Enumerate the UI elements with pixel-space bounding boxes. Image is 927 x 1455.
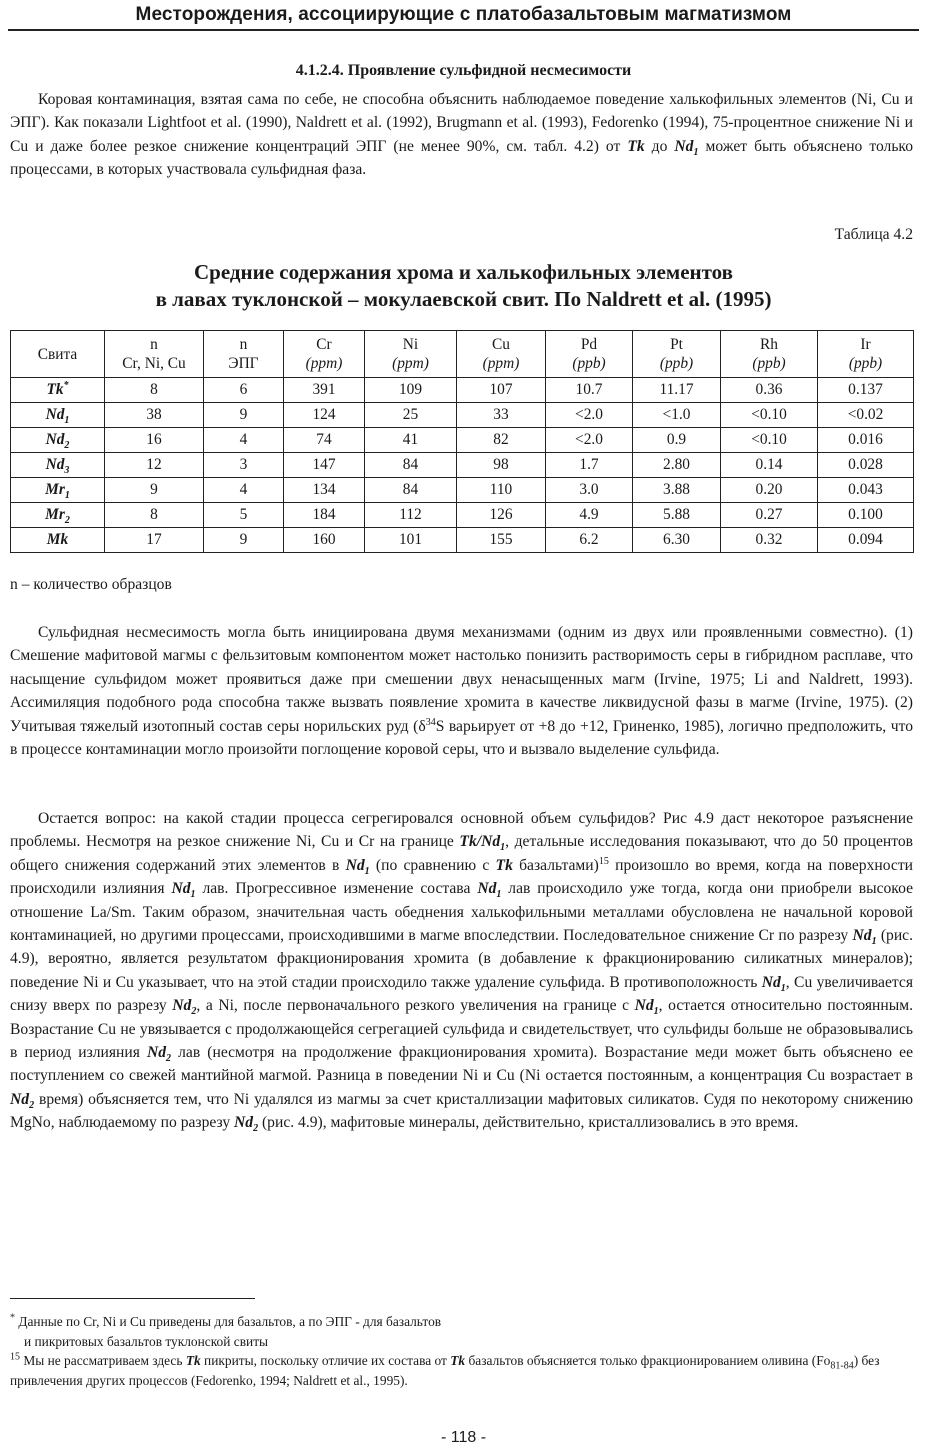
table-row — [11, 403, 914, 428]
cell-cu: 110 — [457, 478, 546, 503]
header-ni: Ni (ppm) — [365, 331, 457, 378]
table-body — [11, 378, 914, 553]
footnote-2: $^{15}$ Мы не рассматриваем здесь Tk пикриты, поскольку отличие их состава от Tk базальтов объясняется только фракционированием оливина $(Fo_{81-84})$ без привлечения других процессов (Fedorenko, 1994; Naldrett et al., 1995). — [10, 1351, 880, 1388]
cell-n-cr-ni-cu: 9 — [105, 478, 204, 503]
cell-suite: $Mr_2$ — [11, 503, 105, 528]
cell-pt: 2.80 — [633, 453, 721, 478]
cell-pd: 4.9 — [546, 503, 633, 528]
cell-n-cr-ni-cu: 8 — [105, 378, 204, 403]
cell-ni: 101 — [365, 528, 457, 553]
header-pt: Pt (ppb) — [633, 331, 721, 378]
cell-pt: 6.30 — [633, 528, 721, 553]
header-rule — [8, 29, 919, 31]
table-label: Таблица 4.2 — [834, 226, 913, 243]
cell-n-epg: 6 — [204, 378, 284, 403]
cell-n-epg: 9 — [204, 403, 284, 428]
cell-pd: 6.2 — [546, 528, 633, 553]
cell-pd: <2.0 — [546, 428, 633, 453]
footnote-1: * Данные по Cr, Ni и Cu приведены для базальтов, а по ЭПГ - для базальтов и пикритовых базальтов туклонской свиты — [10, 1312, 442, 1349]
cell-cr: 134 — [284, 478, 365, 503]
cell-cu: 126 — [457, 503, 546, 528]
cell-pt: 11.17 — [633, 378, 721, 403]
cell-cr: 124 — [284, 403, 365, 428]
cell-pd: 1.7 — [546, 453, 633, 478]
cell-cr: 74 — [284, 428, 365, 453]
header-n-cr-ni-cu: n Cr, Ni, Cu — [105, 331, 204, 378]
cell-cr: 184 — [284, 503, 365, 528]
cell-rh: <0.10 — [721, 428, 818, 453]
cell-ni: 84 — [365, 478, 457, 503]
header-cr: Cr (ppm) — [284, 331, 365, 378]
cell-suite: $Mr_1$ — [11, 478, 105, 503]
cell-ir: 0.100 — [818, 503, 914, 528]
cell-rh: 0.20 — [721, 478, 818, 503]
cell-n-cr-ni-cu: 12 — [105, 453, 204, 478]
paragraph-1: Коровая контаминация, взятая сама по себе, не способна объяснить наблюдаемое поведение халькофильных элементов (Ni, Cu и ЭПГ). Как показали Lightfoot et al. (1990), Naldrett et al. (1992), Brugmann et al. (1993), Fedorenko (1994), 75-процентное снижение Ni и Cu и даже более резкое снижение концентраций ЭПГ (не менее 90%, см. табл. 4.2) от Tk до $Nd_1$ может быть объяснено только процессами, в которых участвовала сульфидная фаза. — [10, 91, 914, 179]
cell-ni: 41 — [365, 428, 457, 453]
cell-n-cr-ni-cu: 17 — [105, 528, 204, 553]
cell-pt: <1.0 — [633, 403, 721, 428]
cell-n-epg: 3 — [204, 453, 284, 478]
cell-pd: 10.7 — [546, 378, 633, 403]
paragraph-2: Сульфидная несмесимость могла быть инициирована двумя механизмами (одним из двух или проявленными совместно). (1) Смешение мафитовой магмы с фельзитовым компонентом может настолько понизить растворимость серы в гибридном расплаве, что насыщение сульфидом может проявиться даже при смешении двух ненасыщенных магм (Irvine, 1975; Li and Naldrett, 1993). Ассимиляция подобного рода способна также вызвать появление хромита в качестве ликвидусной фазы в магме (Irvine, 1975). (2) Учитывая тяжелый изотопный состав серы норильских руд ($\delta^{34}S$ варьирует от +8 до +12, Гриненко, 1985), логично предположить, что в процессе контаминации могло произойти поглощение коровой серы, что и вызвало выделение сульфида. — [10, 624, 913, 759]
table-row — [11, 428, 914, 453]
cell-cu: 98 — [457, 453, 546, 478]
cell-cu: 82 — [457, 428, 546, 453]
cell-ni: 25 — [365, 403, 457, 428]
paragraph-3: Остается вопрос: на какой стадии процесса сегрегировался основной объем сульфидов? Рис 4.9 даст некоторое разъяснение проблемы. Несмотря на резкое снижение Ni, Cu и Cr на границе $Tk/Nd_1$, детальные исследования показывают, что до 50 процентов общего снижения содержаний этих элементов в $Nd_1$ (по сравнению с Tk базальтами)$^{15}$ произошло во время, когда на поверхности происходили излияния $Nd_1$ лав. Прогрессивное изменение состава $Nd_1$ лав происходило уже тогда, когда они приобрели высокое отношение La/Sm. Таким образом, значительная часть обеднения халькофильными металлами обусловлена не начальной коровой контаминацией, но другими процессами, происходившими в магме впоследствии. Последовательное снижение Cr по разрезу $Nd_1$ (рис. 4.9), вероятно, является результатом фракционирования хромита (в добавление к фракционированию силикатных минералов); поведение Ni и Cu указывает, что на этой стадии происходило также удаление сульфида. В противоположность $Nd_1$, Cu увеличивается снизу вверх по разрезу $Nd_2$, а Ni, после первоначального резкого увеличения на границе с $Nd_1$, остается относительно постоянным. Возрастание Cu не увязывается с продолжающейся сегрегацией сульфида и свидетельствует, что сульфиды больше не образовывались в период излияния $Nd_2$ лав (несмотря на продолжение фракционирования хромита). Возрастание меди может быть объяснено ее поступлением со свежей мантийной магмой. Разница в поведении Ni и Cu (Ni остается постоянным, а концентрация Cu возрастает в $Nd_2$ время) объясняется тем, что Ni удалялся из магмы за счет кристаллизации мафитовых силикатов. Судя по некоторому снижению MgNo, наблюдаемому по разрезу $Nd_2$ (рис. 4.9), мафитовые минералы, действительно, кристаллизовались в это время. — [10, 810, 914, 1135]
cell-cu: 33 — [457, 403, 546, 428]
cell-suite: $Nd_3$ — [11, 453, 105, 478]
cell-cr: 391 — [284, 378, 365, 403]
cell-suite: $Nd_2$ — [11, 428, 105, 453]
table-row — [11, 378, 914, 403]
table-header-row — [11, 331, 914, 378]
cell-rh: 0.27 — [721, 503, 818, 528]
cell-ni: 84 — [365, 453, 457, 478]
cell-rh: <0.10 — [721, 403, 818, 428]
cell-ni: 109 — [365, 378, 457, 403]
table-row — [11, 503, 914, 528]
cell-n-epg: 9 — [204, 528, 284, 553]
cell-pt: 3.88 — [633, 478, 721, 503]
cell-ir: 0.016 — [818, 428, 914, 453]
header-rh: Rh (ppb) — [721, 331, 818, 378]
cell-ir: 0.043 — [818, 478, 914, 503]
cell-ni: 112 — [365, 503, 457, 528]
cell-ir: 0.028 — [818, 453, 914, 478]
table-row — [11, 453, 914, 478]
table-title-line-1: Средние содержания хрома и халькофильных элементов — [194, 260, 733, 284]
table-row — [11, 478, 914, 503]
cell-ir: 0.137 — [818, 378, 914, 403]
header-cu: Cu (ppm) — [457, 331, 546, 378]
cell-suite: Mk — [11, 528, 105, 553]
table-row — [11, 528, 914, 553]
cell-n-epg: 4 — [204, 428, 284, 453]
cell-pt: 5.88 — [633, 503, 721, 528]
data-table — [10, 330, 914, 553]
cell-cu: 155 — [457, 528, 546, 553]
footnote-rule — [10, 1298, 255, 1299]
cell-cr: 160 — [284, 528, 365, 553]
header-ir: Ir (ppb) — [818, 331, 914, 378]
cell-ir: <0.02 — [818, 403, 914, 428]
cell-n-cr-ni-cu: 38 — [105, 403, 204, 428]
cell-n-cr-ni-cu: 8 — [105, 503, 204, 528]
cell-suite: $Nd_1$ — [11, 403, 105, 428]
cell-pd: <2.0 — [546, 403, 633, 428]
header-suite: Свита — [11, 331, 105, 378]
page-number: - 118 - — [440, 1429, 487, 1446]
cell-n-epg: 4 — [204, 478, 284, 503]
table-note: n – количество образцов — [10, 576, 172, 593]
cell-n-cr-ni-cu: 16 — [105, 428, 204, 453]
cell-rh: 0.14 — [721, 453, 818, 478]
cell-ir: 0.094 — [818, 528, 914, 553]
header-n-epg: n ЭПГ — [204, 331, 284, 378]
cell-cr: 147 — [284, 453, 365, 478]
cell-rh: 0.36 — [721, 378, 818, 403]
cell-pd: 3.0 — [546, 478, 633, 503]
cell-suite: Tk* — [11, 378, 105, 403]
running-head: Месторождения, ассоциирующие с платобазальтовым магматизмом — [135, 4, 792, 25]
table-title — [0, 259, 927, 313]
cell-n-epg: 5 — [204, 503, 284, 528]
table-title-line-2: в лавах туклонской – мокулаевской свит. По Naldrett et al. (1995) — [155, 287, 772, 311]
section-title: 4.1.2.4. Проявление сульфидной несмесимости — [295, 62, 632, 79]
cell-cu: 107 — [457, 378, 546, 403]
cell-pt: 0.9 — [633, 428, 721, 453]
cell-rh: 0.32 — [721, 528, 818, 553]
header-pd: Pd (ppb) — [546, 331, 633, 378]
